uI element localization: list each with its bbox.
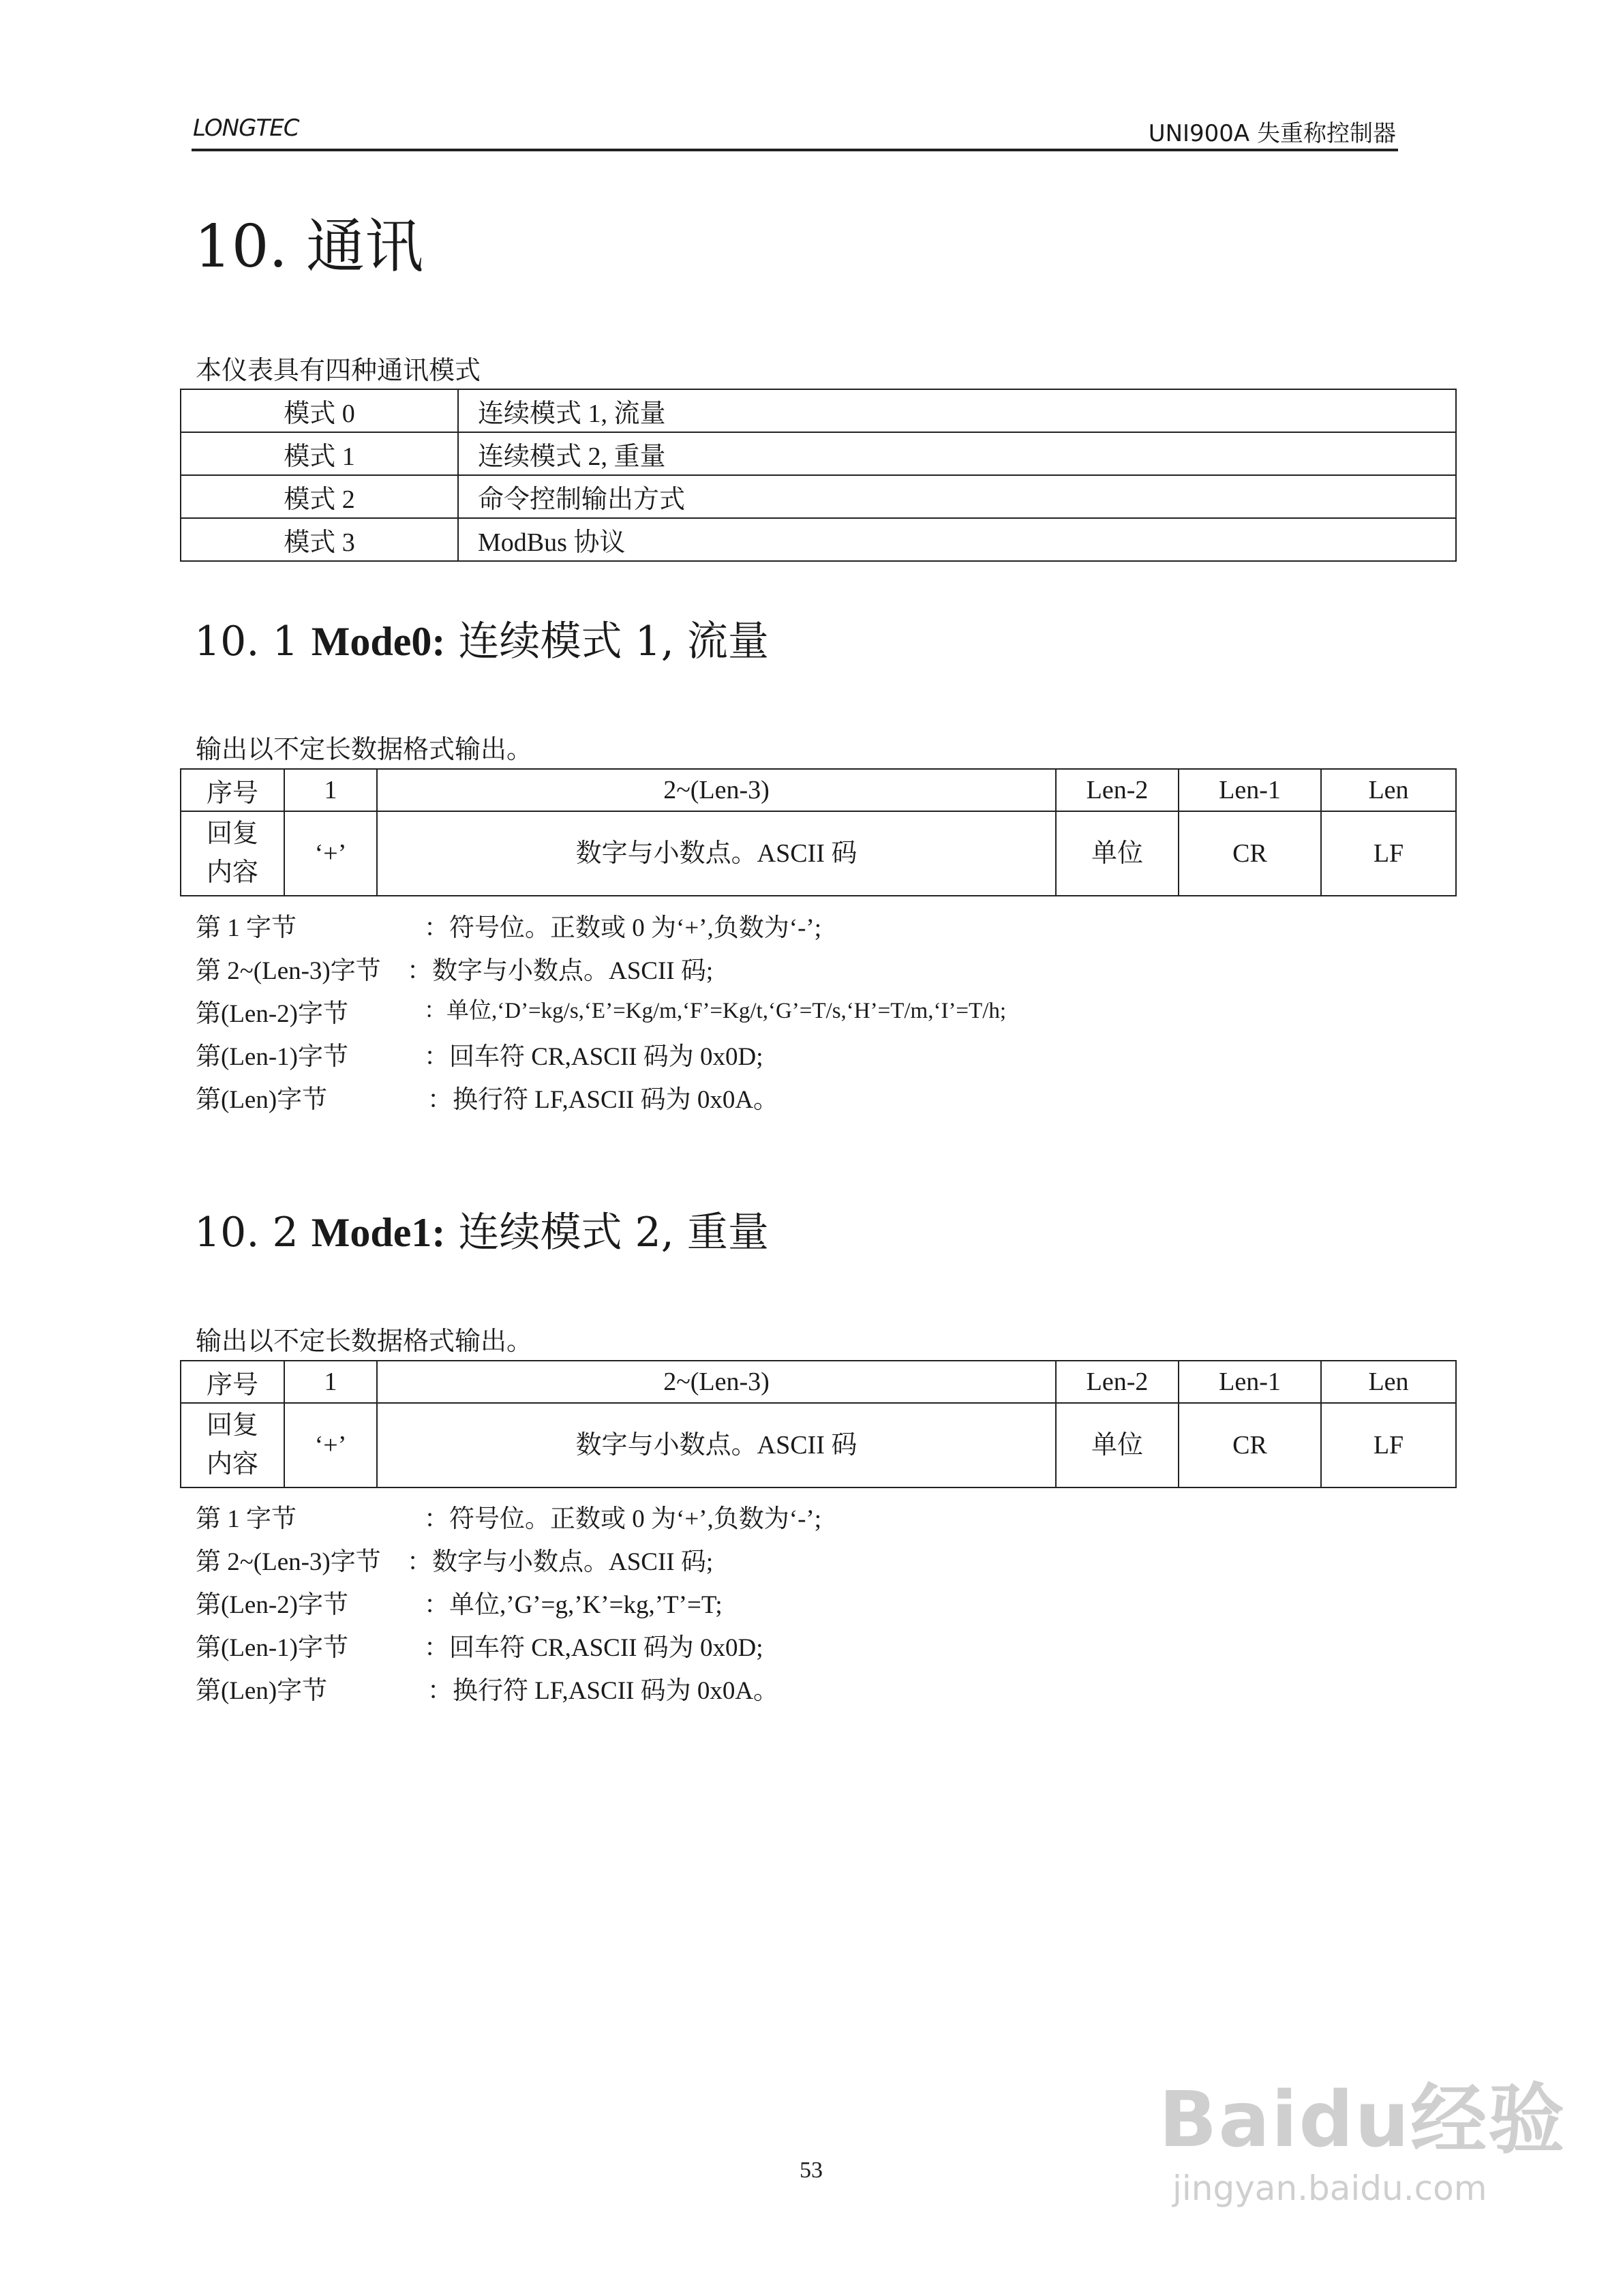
header-cell: Len-2 xyxy=(1056,769,1179,811)
note-value: ：换行符 LF,ASCII 码为 0x0A。 xyxy=(427,1677,779,1705)
table-cell: LF xyxy=(1321,1403,1456,1487)
note-key: 第 2~(Len-3)字节 xyxy=(196,1548,381,1576)
note-value: ：数字与小数点。ASCII 码; xyxy=(407,1548,714,1576)
header-cell: Len-2 xyxy=(1056,1361,1179,1403)
table-row xyxy=(181,389,1456,432)
section-intro: 输出以不定长数据格式输出。 xyxy=(196,1326,533,1356)
note-value: ：单位,‘D’=kg/s,‘E’=Kg/m,‘F’=Kg/t,‘G’=T/s,‘H’=T/m,‘I’=T/h; xyxy=(424,999,1007,1023)
table-header-row xyxy=(181,1361,1456,1403)
table-row xyxy=(181,432,1456,475)
note-value: ：符号位。正数或 0 为‘+’,负数为‘-’; xyxy=(424,914,822,942)
table-cell: CR xyxy=(1179,1403,1321,1487)
intro-text: 本仪表具有四种通讯模式 xyxy=(196,355,481,385)
section-number: 10. 2 xyxy=(194,1209,299,1256)
header-cell: 2~(Len-3) xyxy=(377,769,1056,811)
watermark xyxy=(1159,2059,1566,2208)
mode-name: 模式 0 xyxy=(181,389,458,432)
note-value: ：回车符 CR,ASCII 码为 0x0D; xyxy=(424,1043,763,1071)
note-key: 第(Len-1)字节 xyxy=(196,1043,348,1071)
mode-desc: 连续模式 2, 重量 xyxy=(458,432,1456,475)
note-key: 第(Len-2)字节 xyxy=(196,1000,348,1028)
header-cell: Len-1 xyxy=(1179,1361,1321,1403)
note-value: ：单位,’G’=g,’K’=kg,’T’=T; xyxy=(424,1591,723,1619)
note-key: 第(Len)字节 xyxy=(196,1086,328,1114)
section-heading-mode1 xyxy=(194,1210,769,1255)
header-cell: 1 xyxy=(284,769,377,811)
note-key: 第 2~(Len-3)字节 xyxy=(196,957,381,985)
watermark-url: jingyan.baidu.com xyxy=(1172,2169,1487,2208)
header-rule xyxy=(192,149,1398,151)
table-cell: ‘+’ xyxy=(284,811,377,896)
note-value: ：符号位。正数或 0 为‘+’,负数为‘-’; xyxy=(424,1505,822,1533)
row-label-line: 内容 xyxy=(206,1450,258,1479)
header-product: UNI900A 失重称控制器 xyxy=(1148,120,1396,147)
row-label xyxy=(181,1403,284,1487)
header-cell: Len xyxy=(1321,1361,1456,1403)
header-cell: Len xyxy=(1321,769,1456,811)
note-value: ：数字与小数点。ASCII 码; xyxy=(407,957,714,985)
mode-desc: 连续模式 1, 流量 xyxy=(458,389,1456,432)
page-number: 53 xyxy=(800,2158,823,2183)
page-title: 10. 通讯 xyxy=(194,213,424,281)
table-row xyxy=(181,811,1456,896)
format-table-mode1 xyxy=(180,1360,1457,1488)
table-cell: CR xyxy=(1179,811,1321,896)
header-cell: Len-1 xyxy=(1179,769,1321,811)
row-label-line: 回复 xyxy=(206,819,258,848)
table-row xyxy=(181,475,1456,518)
note-key: 第 1 字节 xyxy=(196,914,297,942)
row-label xyxy=(181,811,284,896)
mode-desc: ModBus 协议 xyxy=(458,518,1456,561)
section-heading-mode0 xyxy=(194,619,769,664)
table-cell: 数字与小数点。ASCII 码 xyxy=(377,811,1056,896)
mode-name: 模式 1 xyxy=(181,432,458,475)
table-header-row xyxy=(181,769,1456,811)
table-cell: 单位 xyxy=(1056,811,1179,896)
table-cell: 数字与小数点。ASCII 码 xyxy=(377,1403,1056,1487)
table-cell: 单位 xyxy=(1056,1403,1179,1487)
format-table-mode0 xyxy=(180,768,1457,896)
section-title: 连续模式 2, 重量 xyxy=(458,1209,769,1256)
note-key: 第(Len)字节 xyxy=(196,1677,328,1705)
note-key: 第 1 字节 xyxy=(196,1505,297,1533)
note-value: ：换行符 LF,ASCII 码为 0x0A。 xyxy=(427,1086,779,1114)
header-cell: 1 xyxy=(284,1361,377,1403)
table-row xyxy=(181,518,1456,561)
section-mode: Mode1: xyxy=(311,1210,446,1255)
modes-table xyxy=(180,389,1457,562)
section-title: 连续模式 1, 流量 xyxy=(458,618,769,665)
table-row xyxy=(181,1403,1456,1487)
watermark-logo: Baidu经验 xyxy=(1159,2076,1566,2164)
mode-name: 模式 2 xyxy=(181,475,458,518)
row-label-line: 回复 xyxy=(206,1411,258,1440)
note-key: 第(Len-2)字节 xyxy=(196,1591,348,1619)
mode-name: 模式 3 xyxy=(181,518,458,561)
section-number: 10. 1 xyxy=(194,618,299,665)
table-cell: LF xyxy=(1321,811,1456,896)
header-cell: 序号 xyxy=(181,1361,284,1403)
section-mode: Mode0: xyxy=(311,619,446,664)
header-cell: 2~(Len-3) xyxy=(377,1361,1056,1403)
header-cell: 序号 xyxy=(181,769,284,811)
note-value: ：回车符 CR,ASCII 码为 0x0D; xyxy=(424,1634,763,1662)
row-label-line: 内容 xyxy=(206,858,258,887)
header-brand: LONGTEC xyxy=(193,115,299,142)
note-key: 第(Len-1)字节 xyxy=(196,1634,348,1662)
table-cell: ‘+’ xyxy=(284,1403,377,1487)
section-intro: 输出以不定长数据格式输出。 xyxy=(196,734,533,764)
mode-desc: 命令控制输出方式 xyxy=(458,475,1456,518)
